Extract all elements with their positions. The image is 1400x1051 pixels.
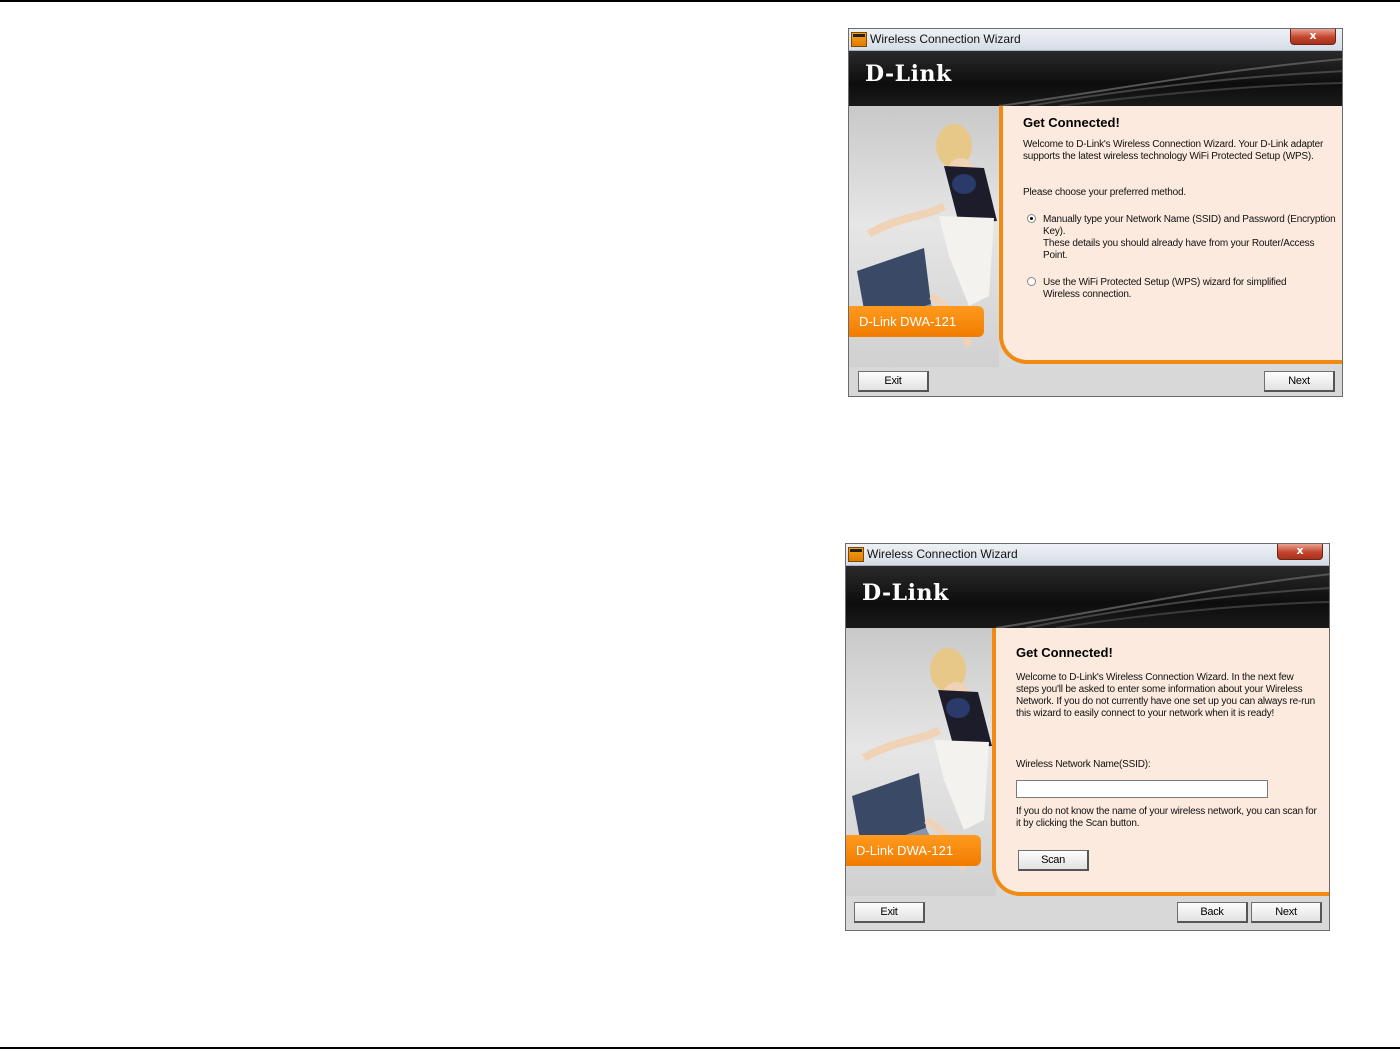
close-button[interactable]: x bbox=[1290, 29, 1336, 45]
scan-button[interactable]: Scan bbox=[1018, 850, 1089, 871]
ssid-label: Wireless Network Name(SSID): bbox=[1016, 759, 1151, 770]
page-heading: Get Connected! bbox=[1016, 645, 1113, 660]
product-badge: D-Link DWA-121 bbox=[846, 835, 981, 866]
button-bar bbox=[846, 896, 1329, 930]
title-bar[interactable] bbox=[846, 544, 1329, 566]
next-button[interactable]: Next bbox=[1251, 902, 1322, 923]
next-button[interactable]: Next bbox=[1264, 371, 1335, 392]
dlink-logo: D-Link bbox=[862, 580, 949, 606]
page-heading: Get Connected! bbox=[1023, 115, 1120, 130]
bottom-page-rule bbox=[0, 1047, 1400, 1049]
button-bar bbox=[849, 367, 1342, 396]
option-manual-label[interactable]: Manually type your Network Name (SSID) and Password (Encryption Key). bbox=[1043, 214, 1336, 237]
intro-text: Welcome to D-Link's Wireless Connection Wizard. Your D-Link adapter supports the latest wireless technology WiFi Protected Setup (WPS). bbox=[1023, 139, 1324, 162]
window-title: Wireless Connection Wizard bbox=[867, 547, 1018, 561]
dlink-logo: D-Link bbox=[865, 61, 952, 87]
scan-hint: If you do not know the name of your wireless network, you can scan for it by clicking the Scan button. bbox=[1016, 806, 1317, 829]
option-wps-label[interactable]: Use the WiFi Protected Setup (WPS) wizard for simplified Wireless connection. bbox=[1043, 277, 1287, 300]
product-badge: D-Link DWA-121 bbox=[849, 306, 984, 337]
ssid-input[interactable] bbox=[1016, 780, 1268, 798]
title-bar[interactable] bbox=[849, 29, 1342, 51]
method-prompt: Please choose your preferred method. bbox=[1023, 187, 1186, 198]
back-button[interactable]: Back bbox=[1177, 902, 1248, 923]
content-panel bbox=[992, 628, 1330, 896]
app-icon bbox=[851, 32, 867, 47]
wizard-window-ssid bbox=[845, 543, 1330, 931]
content-panel bbox=[999, 106, 1342, 364]
dlink-banner bbox=[846, 566, 1329, 628]
product-photo bbox=[849, 106, 999, 369]
option-manual-detail: These details you should already have from your Router/Access Point. bbox=[1043, 238, 1315, 261]
top-page-rule bbox=[0, 0, 1400, 2]
window-title: Wireless Connection Wizard bbox=[870, 32, 1021, 46]
radio-wps-setup[interactable] bbox=[1027, 277, 1036, 286]
dlink-banner bbox=[849, 51, 1342, 106]
close-button[interactable]: x bbox=[1277, 544, 1323, 560]
intro-text: Welcome to D-Link's Wireless Connection Wizard. In the next few steps you'll be asked to enter some information about your Wireless Network. If you do not currently have one set up you can always re-run this wizard to easily connect to your network when it is ready! bbox=[1016, 672, 1315, 719]
wizard-window-method bbox=[848, 28, 1343, 397]
exit-button[interactable]: Exit bbox=[854, 902, 925, 923]
app-icon bbox=[848, 547, 864, 562]
radio-manual-setup[interactable] bbox=[1027, 214, 1036, 223]
exit-button[interactable]: Exit bbox=[858, 371, 929, 392]
product-photo bbox=[846, 628, 996, 896]
